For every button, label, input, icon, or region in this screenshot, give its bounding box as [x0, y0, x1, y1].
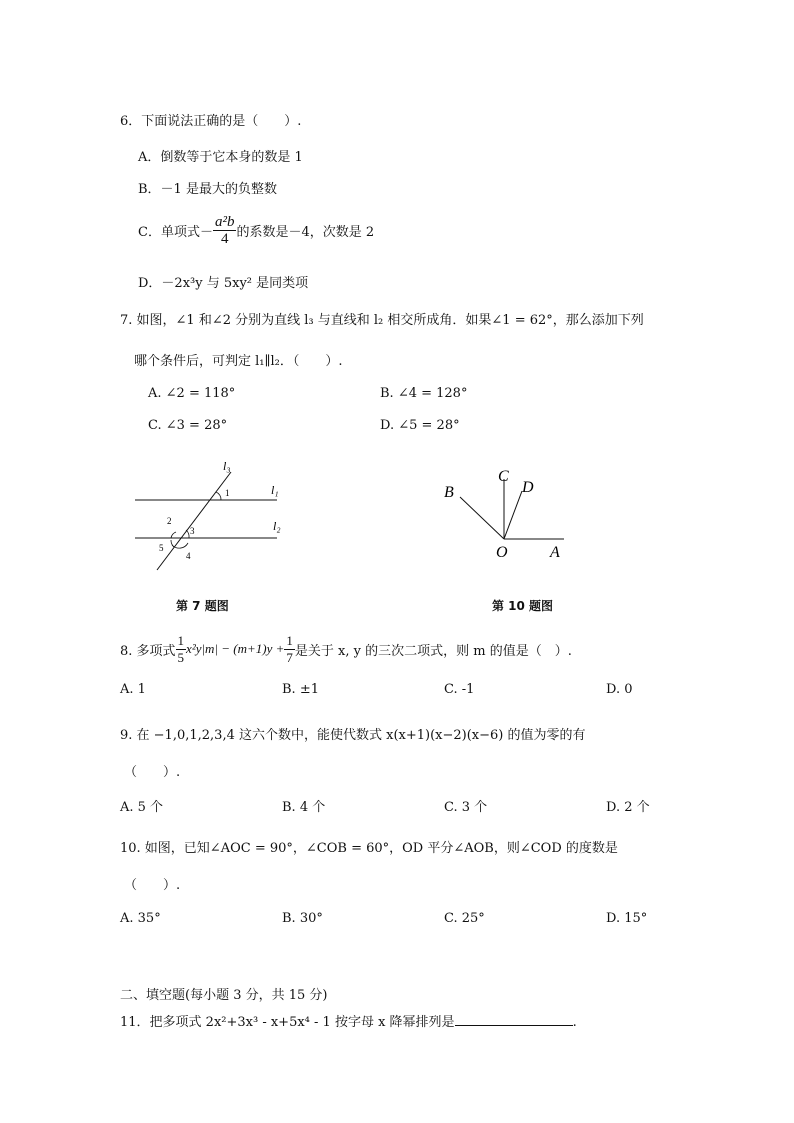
q8-suffix: 是关于 x, y 的三次二项式，则 m 的值是（ ）.	[294, 643, 572, 659]
label-D: D	[522, 479, 534, 496]
q9-stem-line1: 9. 在 −1,0,1,2,3,4 这六个数中，能使代数式 x(x+1)(x−2)(x−6) 的值为零的有	[120, 728, 586, 743]
q8-middle-expr: x²y|m| − (m+1)y +	[186, 641, 285, 656]
label-A: A	[550, 544, 560, 561]
label-l1: l₁	[271, 483, 279, 497]
q6-option-c-numerator: a²b	[214, 213, 235, 230]
q10-option-a: A. 35°	[120, 911, 161, 926]
q9-option-a: A. 5 个	[120, 800, 164, 815]
label-O: O	[496, 544, 508, 561]
q8-fraction-2-den: 7	[286, 649, 293, 665]
q11-text: 11．把多项式 2x²+3x³ - x+5x⁴ - 1 按字母 x 降幂排列是	[120, 1015, 455, 1030]
label-l3: l₃	[223, 459, 231, 473]
q8-option-d: D. 0	[606, 682, 633, 697]
q9-option-d: D. 2 个	[606, 800, 650, 815]
q6-option-a: A．倒数等于它本身的数是 1	[138, 150, 303, 165]
q6-option-c-suffix: 的系数是－4，次数是 2	[236, 224, 375, 240]
q7-option-a: A. ∠2 = 118°	[148, 386, 236, 401]
angle-2-arc	[171, 532, 176, 538]
ray-OD	[504, 491, 522, 539]
q6-option-d: D．－2x³y 与 5xy² 是同类项	[138, 276, 309, 291]
q10-stem-line1: 10. 如图，已知∠AOC = 90°，∠COB = 60°，OD 平分∠AOB，则∠COD 的度数是	[120, 841, 618, 856]
q7-stem-line1: 7. 如图，∠1 和∠2 分别为直线 l₃ 与直线和 l₂ 相交所成角．如果∠1 = 62°，那么添加下列	[120, 313, 644, 328]
section-2-title: 二、填空题(每小题 3 分，共 15 分)	[120, 988, 328, 1003]
q8-fraction-2	[284, 633, 295, 666]
label-B: B	[444, 484, 454, 501]
q10-option-c: C. 25°	[444, 911, 485, 926]
q8-fraction-1	[176, 633, 187, 666]
q10-stem-line2: （ ）.	[124, 878, 181, 893]
figure-10-diagram	[430, 455, 580, 570]
figure-7-diagram	[125, 452, 295, 577]
q8-fraction-2-num: 1	[286, 632, 293, 648]
q8-prefix: 8. 多项式	[120, 643, 176, 659]
figure-7-caption: 第 7 题图	[176, 599, 229, 613]
q6-option-c-fraction	[213, 214, 237, 247]
ray-OB	[460, 497, 504, 539]
q10-option-b: B. 30°	[282, 911, 323, 926]
label-angle-2: 2	[167, 516, 172, 526]
q7-option-d: D. ∠5 = 28°	[380, 418, 460, 433]
q9-option-b: B. 4 个	[282, 800, 326, 815]
q6-option-c	[138, 205, 374, 255]
q8-option-a: A. 1	[120, 682, 146, 697]
label-angle-3: 3	[190, 526, 195, 536]
q7-option-c: C. ∠3 = 28°	[148, 418, 228, 433]
label-angle-4: 4	[186, 551, 191, 561]
q7-stem-line2: 哪个条件后，可判定 l₁∥l₂．（ ）.	[134, 354, 343, 369]
label-C: C	[498, 468, 509, 485]
angle-1-arc	[216, 492, 221, 500]
q9-stem-line2: （ ）.	[124, 765, 181, 780]
q11-end: .	[572, 1015, 577, 1030]
q10-option-d: D. 15°	[606, 911, 648, 926]
figure-10-caption: 第 10 题图	[492, 599, 554, 613]
label-angle-5: 5	[159, 543, 164, 553]
q8-stem	[120, 626, 572, 672]
q11-answer-blank[interactable]	[455, 1013, 573, 1026]
q8-option-b: B. ±1	[282, 682, 319, 697]
angle-4-arc	[172, 543, 188, 548]
label-angle-1: 1	[225, 488, 230, 498]
q11-line	[120, 1011, 577, 1030]
q7-option-b: B. ∠4 = 128°	[380, 386, 468, 401]
q6-option-c-denominator: 4	[220, 230, 229, 247]
q8-option-c: C. -1	[444, 682, 475, 697]
q8-fraction-1-num: 1	[177, 632, 185, 648]
q9-option-c: C. 3 个	[444, 800, 488, 815]
label-l2: l₂	[273, 519, 281, 533]
q6-option-b: B．－1 是最大的负整数	[138, 182, 277, 197]
q6-option-c-prefix: C．单项式－	[138, 224, 213, 240]
q8-fraction-1-den: 5	[177, 649, 185, 665]
q6-stem: 6．下面说法正确的是（ ）.	[120, 114, 302, 129]
